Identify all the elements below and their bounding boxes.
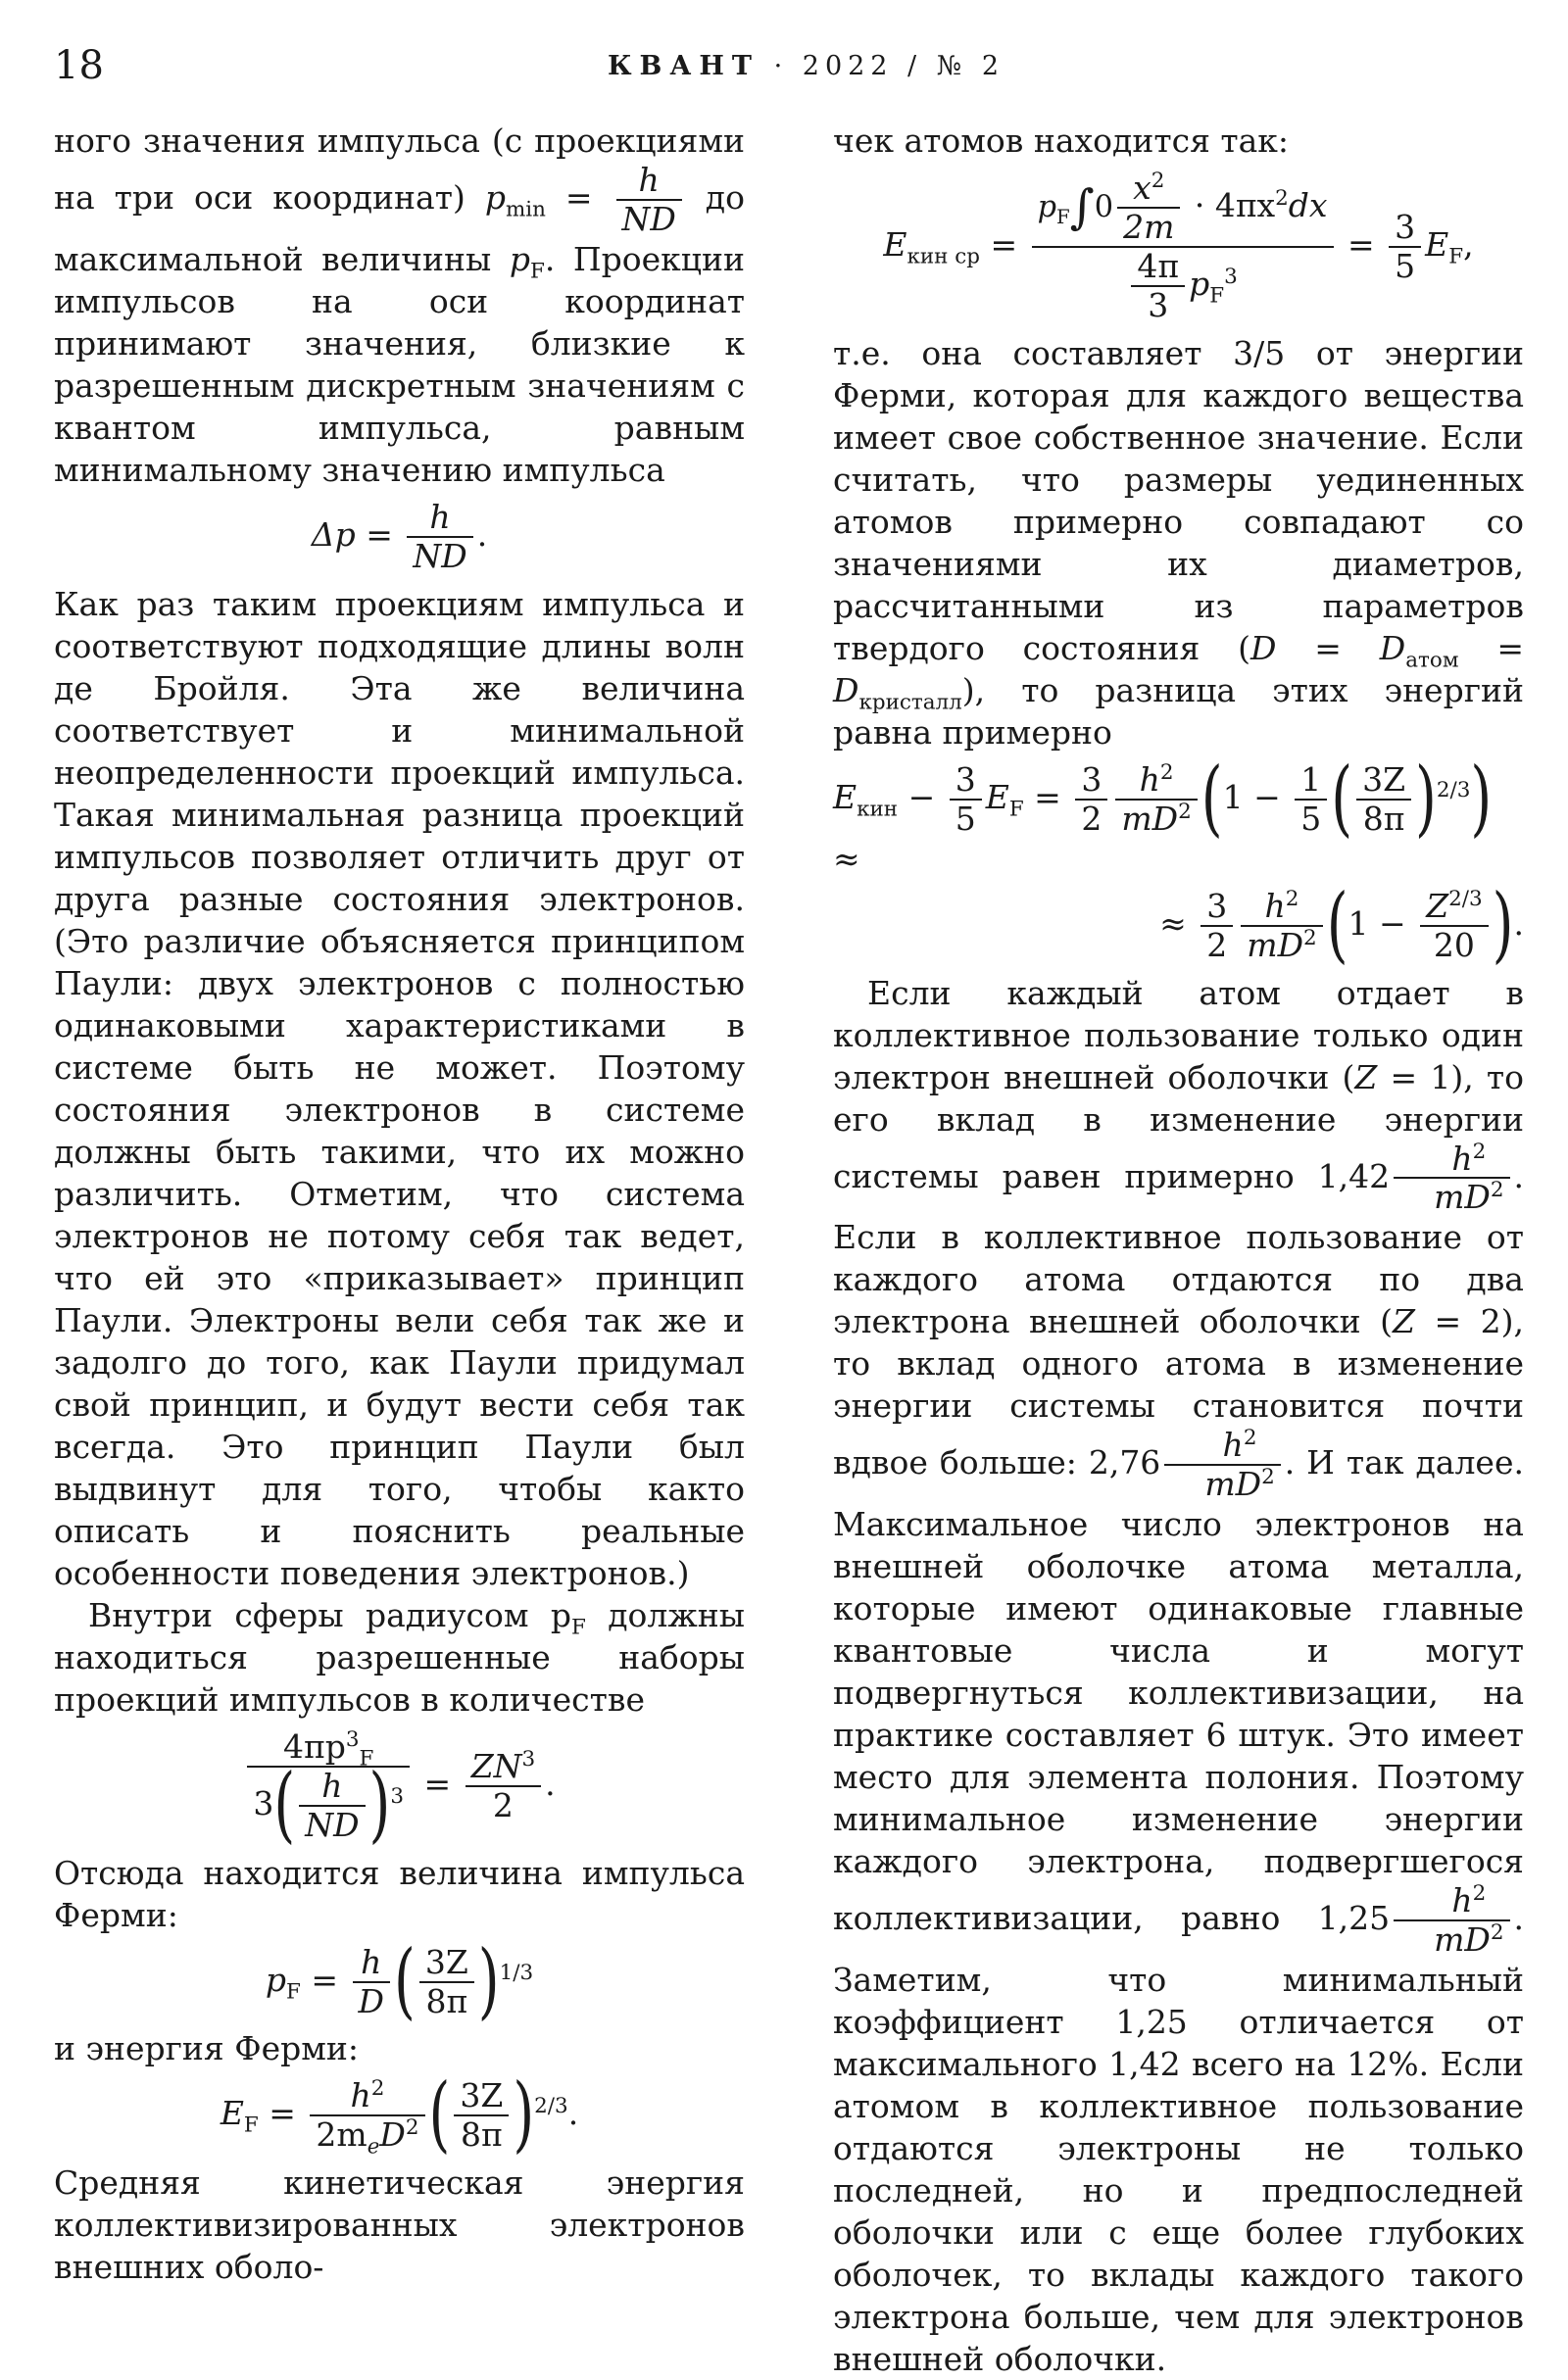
paragraph: Отсюда находится величина импульса Ферми: bbox=[54, 1852, 745, 1936]
equation-Ekin-avg: $E_{кин ср}$ = $p_F\int 0$ $\frac{x^2}{2m}$ · $4\pi x^2dx$ $\frac{4\pi}{3}$ $p_F^3$ = $\frac{3}{5}$ $E_F$, bbox=[833, 170, 1524, 324]
equation-delta-p: Δp = $\frac{h}{ND}$ . bbox=[54, 499, 745, 575]
page-header bbox=[54, 39, 1514, 98]
paragraph: Внутри сферы радиусом $p_F$ должны находиться разрешенные наборы проекций импульсов в количестве bbox=[54, 1594, 745, 1721]
issue-number: 2022 / № 2 bbox=[803, 51, 1004, 81]
page-number: 18 bbox=[54, 43, 104, 88]
equation-energy-difference: $E_{кин}$ − $\frac{3}{5}$ $E_F$ = $\frac{3}{2}$ $\frac{h^2}{mD^2}$ (1 − $\frac{1}{5}$ ( $\frac{3Z}{8\pi}$ )$^{2/3}$) ≈ bbox=[833, 761, 1524, 880]
equation-count: $4\pi p^3_F$ 3( $\frac{h}{ND}$ )$^3$ = $\frac{ZN^3}{2}$ . bbox=[54, 1728, 745, 1844]
paragraph: Как раз таким проекциям импульса и соответствуют подходящие длины волн де Бройля. Эта же величина соответствует и минимальной неопределенности проекций импульса. Такая минимальная разница проекций импульсов позволяет отличить друг от друга разные состояния электронов. (Это различие объясняется принципом Паули: двух электронов с полностью одинаковыми характеристиками в системе быть не может. Поэтому состояния электронов в системе должны быть такими, что их можно различить. Отметим, что система электронов не потому себя так ведет, что ей это «приказывает» принцип Паули. Электроны вели себя так же и задолго до того, как Паули придумал свой принцип, и будут вести себя так всегда. Это принцип Паули был выдвинут для того, чтобы както описать и пояснить реальные особенности поведения электронов.) bbox=[54, 583, 745, 1594]
paragraph: и энергия Ферми: bbox=[54, 2027, 745, 2069]
equation-energy-difference-approx: ≈ $\frac{3}{2}$ $\frac{h^2}{mD^2}$ (1 − $\frac{Z^{2/3}}{20}$ ). bbox=[833, 888, 1524, 964]
left-column bbox=[54, 120, 745, 2288]
paragraph: ного значения импульса (с проекциями на три оси координат) $p_{min}$ = $\frac{h}{ND}$ до максимальной величины $p_F$. Проекции импульсов на оси координат принимают значения, близкие к разрешенным дискретным значениям с квантом импульса, равным минимальному значению импульса bbox=[54, 120, 745, 491]
header-separator: · bbox=[774, 51, 789, 81]
equation-EF: $E_F$ = $\frac{h^2}{2m_eD^2}$ ( $\frac{3Z}{8\pi}$ )$^{2/3}$. bbox=[54, 2077, 745, 2154]
paragraph: Средняя кинетическая энергия коллективизированных электронов внешних оболо- bbox=[54, 2161, 745, 2288]
journal-issue bbox=[608, 51, 1004, 81]
right-column bbox=[833, 120, 1524, 2380]
paragraph: Если каждый атом отдает в коллективное пользование только один электрон внешней оболочки (Z = 1), то его вклад в изменение энергии системы равен примерно 1,42 $\frac{h^2}{mD^2}$ . Если в коллективное пользование от каждого атома отдаются по два электрона внешней оболочки (Z = 2), то вклад одного атома в изменение энергии системы становится почти вдвое больше: 2,76 $\frac{h^2}{mD^2}$ . И так далее. Максимальное число электронов на внешней оболочке атома металла, которые имеют одинаковые главные квантовые числа и могут подвергнуться коллективизации, на практике составляет 6 штук. Это имеет место для элемента полония. Поэтому минимальное изменение энергии каждого электрона, подвергшегося коллективизации, равно 1,25 $\frac{h^2}{mD^2}$ . Заметим, что минимальный коэффициент 1,25 отличается от максимального 1,42 всего на 12%. Если атомом в коллективное пользование отдаются электроны не только последней, но и предпоследней оболочки или с еще более глубоких оболочек, то вклады каждого такого электрона больше, чем для электронов внешней оболочки. bbox=[833, 972, 1524, 2380]
paragraph: чек атомов находится так: bbox=[833, 120, 1524, 162]
journal-name: КВАНТ bbox=[608, 51, 760, 81]
equation-pF: $p_F$ = $\frac{h}{D}$ ( $\frac{3Z}{8\pi}$ )$^{1/3}$ bbox=[54, 1944, 745, 2020]
fraction: $\frac{h}{ND}$ bbox=[616, 162, 682, 238]
paragraph: т.е. она составляет 3/5 от энергии Ферми, которая для каждого вещества имеет свое собственное значение. Если считать, что размеры уединенных атомов примерно совпадают со значениями их диаметров, рассчитанными из параметров твердого состояния $(D = D_{атом} = D_{кристалл})$, то разница этих энергий равна примерно bbox=[833, 332, 1524, 753]
